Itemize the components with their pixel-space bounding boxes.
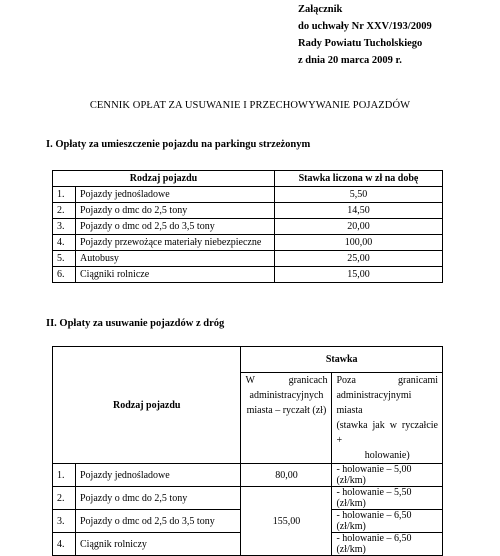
- row-number: 2.: [53, 487, 76, 510]
- header-line-4: z dnia 20 marca 2009 r.: [298, 55, 402, 66]
- daily-rate: 25,00: [275, 251, 443, 267]
- document-title: CENNIK OPŁAT ZA USUWANIE I PRZECHOWYWANIE POJAZDÓW: [89, 100, 411, 111]
- attachment-header: [298, 1, 432, 69]
- vehicle-type: Pojazdy o dmc do 2,5 tony: [76, 203, 275, 219]
- towing-rate-outside-city: - holowanie – 6,50 (zł/km): [332, 533, 443, 556]
- header-line-3: Rady Powiatu Tucholskiego: [298, 38, 423, 49]
- daily-rate: 5,50: [275, 187, 443, 203]
- header-line-1: Załącznik: [298, 4, 343, 15]
- outside-line-3: (stawka jak w ryczałcie +: [336, 420, 438, 446]
- daily-rate: 100,00: [275, 235, 443, 251]
- daily-rate: 15,00: [275, 267, 443, 283]
- parking-fees-table: [52, 170, 443, 283]
- flat-rate-within-city: 155,00: [241, 487, 332, 556]
- table-row: [53, 219, 443, 235]
- table-row: [53, 235, 443, 251]
- outside-line-1: Poza granicami: [336, 375, 438, 386]
- row-number: 3.: [53, 510, 76, 533]
- col-header-rate: Stawka: [241, 347, 443, 373]
- col-header-daily-rate: Stawka liczona w zł na dobę: [275, 171, 443, 187]
- vehicle-type: Ciągnik rolniczy: [76, 533, 241, 556]
- towing-rate-outside-city: - holowanie – 5,50 (zł/km): [332, 487, 443, 510]
- table-row: [53, 251, 443, 267]
- table-row: [53, 487, 443, 510]
- flat-rate-within-city: 80,00: [241, 464, 332, 487]
- row-number: 4.: [53, 533, 76, 556]
- towing-rate-outside-city: - holowanie – 5,00 (zł/km): [332, 464, 443, 487]
- vehicle-type: Pojazdy o dmc od 2,5 do 3,5 tony: [76, 510, 241, 533]
- row-number: 6.: [53, 267, 76, 283]
- within-line-3: miasta – ryczałt (zł): [246, 405, 327, 416]
- vehicle-type: Pojazdy jednośladowe: [76, 464, 241, 487]
- outside-line-4: holowanie): [364, 450, 410, 461]
- row-number: 3.: [53, 219, 76, 235]
- table-row: [53, 187, 443, 203]
- col-header-vehicle-type: Rodzaj pojazdu: [53, 171, 275, 187]
- vehicle-type: Pojazdy przewożące materiały niebezpieczne: [76, 235, 275, 251]
- table-row: [53, 203, 443, 219]
- col-header-outside-city: [332, 373, 443, 464]
- daily-rate: 20,00: [275, 219, 443, 235]
- col-header-within-city: [241, 373, 332, 464]
- vehicle-type: Pojazdy o dmc od 2,5 do 3,5 tony: [76, 219, 275, 235]
- header-line-2: do uchwały Nr XXV/193/2009: [298, 21, 432, 32]
- row-number: 2.: [53, 203, 76, 219]
- towing-fees-table: [52, 346, 443, 556]
- daily-rate: 14,50: [275, 203, 443, 219]
- row-number: 4.: [53, 235, 76, 251]
- section-1-heading: I. Opłaty za umieszczenie pojazdu na parkingu strzeżonym: [46, 139, 311, 150]
- outside-line-2: administracyjnymi miasta: [336, 390, 412, 416]
- within-line-1: W granicach: [245, 375, 328, 386]
- section-2-heading: II. Opłaty za usuwanie pojazdów z dróg: [46, 318, 225, 329]
- table-row: [53, 267, 443, 283]
- row-number: 1.: [53, 464, 76, 487]
- vehicle-type: Autobusy: [76, 251, 275, 267]
- vehicle-type: Ciągniki rolnicze: [76, 267, 275, 283]
- within-line-2: administracyjnych: [249, 390, 324, 401]
- towing-rate-outside-city: - holowanie – 6,50 (zł/km): [332, 510, 443, 533]
- table-row: [53, 464, 443, 487]
- row-number: 1.: [53, 187, 76, 203]
- row-number: 5.: [53, 251, 76, 267]
- vehicle-type: Pojazdy jednośladowe: [76, 187, 275, 203]
- vehicle-type: Pojazdy o dmc do 2,5 tony: [76, 487, 241, 510]
- col-header-vehicle-type: Rodzaj pojazdu: [53, 347, 241, 464]
